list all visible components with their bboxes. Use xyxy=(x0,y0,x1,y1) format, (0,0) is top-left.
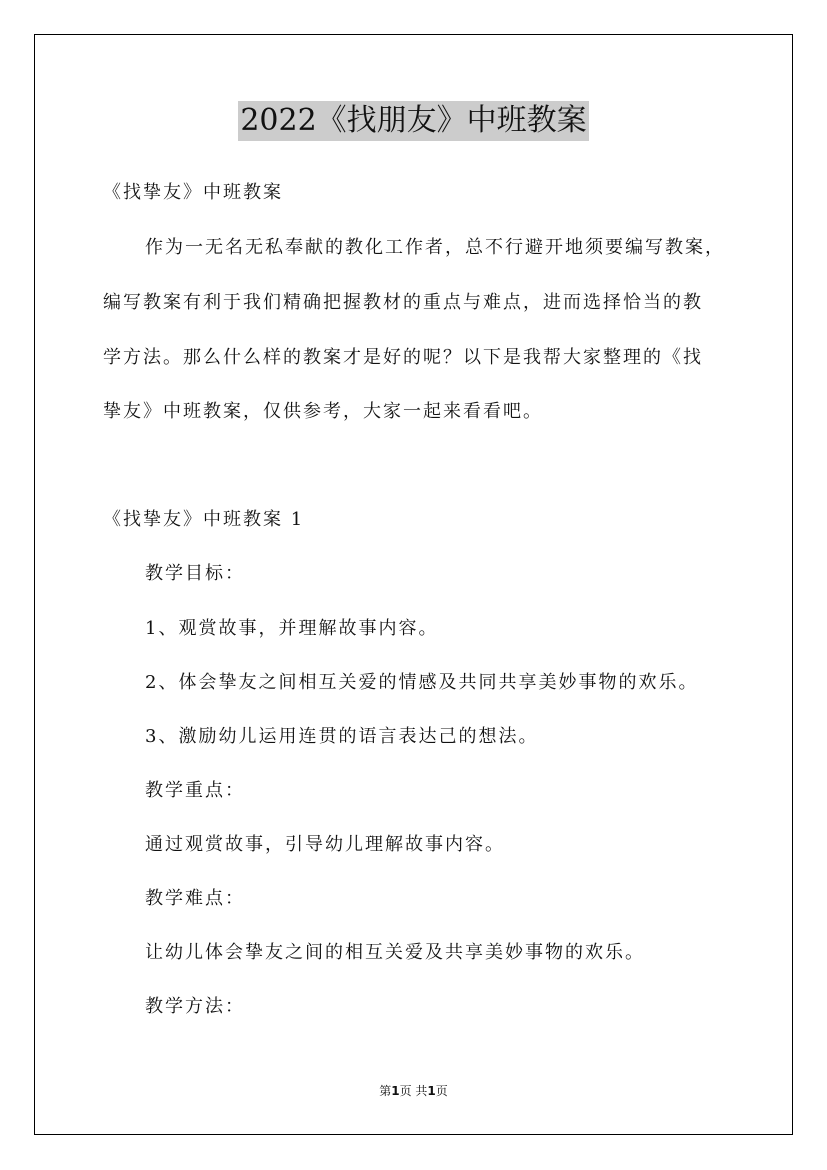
difficulty-heading: 教学难点： xyxy=(145,888,245,909)
page-footer xyxy=(0,1083,827,1099)
goal-item-1: 1、观赏故事，并理解故事内容。 xyxy=(145,618,439,639)
intro-line-2: 编写教案有利于我们精确把握教材的重点与难点，进而选择恰当的教 xyxy=(103,292,703,313)
key-text: 通过观赏故事，引导幼儿理解故事内容。 xyxy=(145,834,505,855)
document-title: 2022《找朋友》中班教案 xyxy=(238,101,588,141)
footer-page-current: 1 xyxy=(391,1084,400,1098)
section-heading: 《找挚友》中班教案 1 xyxy=(103,509,305,530)
title-container xyxy=(0,101,827,141)
goal-item-3: 3、激励幼儿运用连贯的语言表达己的想法。 xyxy=(145,726,539,747)
key-heading: 教学重点： xyxy=(145,780,245,801)
difficulty-text: 让幼儿体会挚友之间的相互关爱及共享美妙事物的欢乐。 xyxy=(145,942,645,963)
footer-page-suffix: 页 xyxy=(435,1084,448,1098)
footer-page-prefix: 第 xyxy=(379,1084,392,1098)
method-heading: 教学方法： xyxy=(145,996,245,1017)
intro-line-1: 作为一无名无私奉献的教化工作者，总不行避开地须要编写教案， xyxy=(145,237,725,258)
document-subtitle: 《找挚友》中班教案 xyxy=(103,182,283,203)
intro-line-4: 挚友》中班教案，仅供参考，大家一起来看看吧。 xyxy=(103,401,543,422)
goal-item-2: 2、体会挚友之间相互关爱的情感及共同共享美妙事物的欢乐。 xyxy=(145,672,699,693)
goals-heading: 教学目标： xyxy=(145,563,245,584)
footer-page-total: 1 xyxy=(427,1084,436,1098)
footer-page-mid: 页 共 xyxy=(399,1084,428,1098)
intro-line-3: 学方法。那么什么样的教案才是好的呢？以下是我帮大家整理的《找 xyxy=(103,347,703,368)
